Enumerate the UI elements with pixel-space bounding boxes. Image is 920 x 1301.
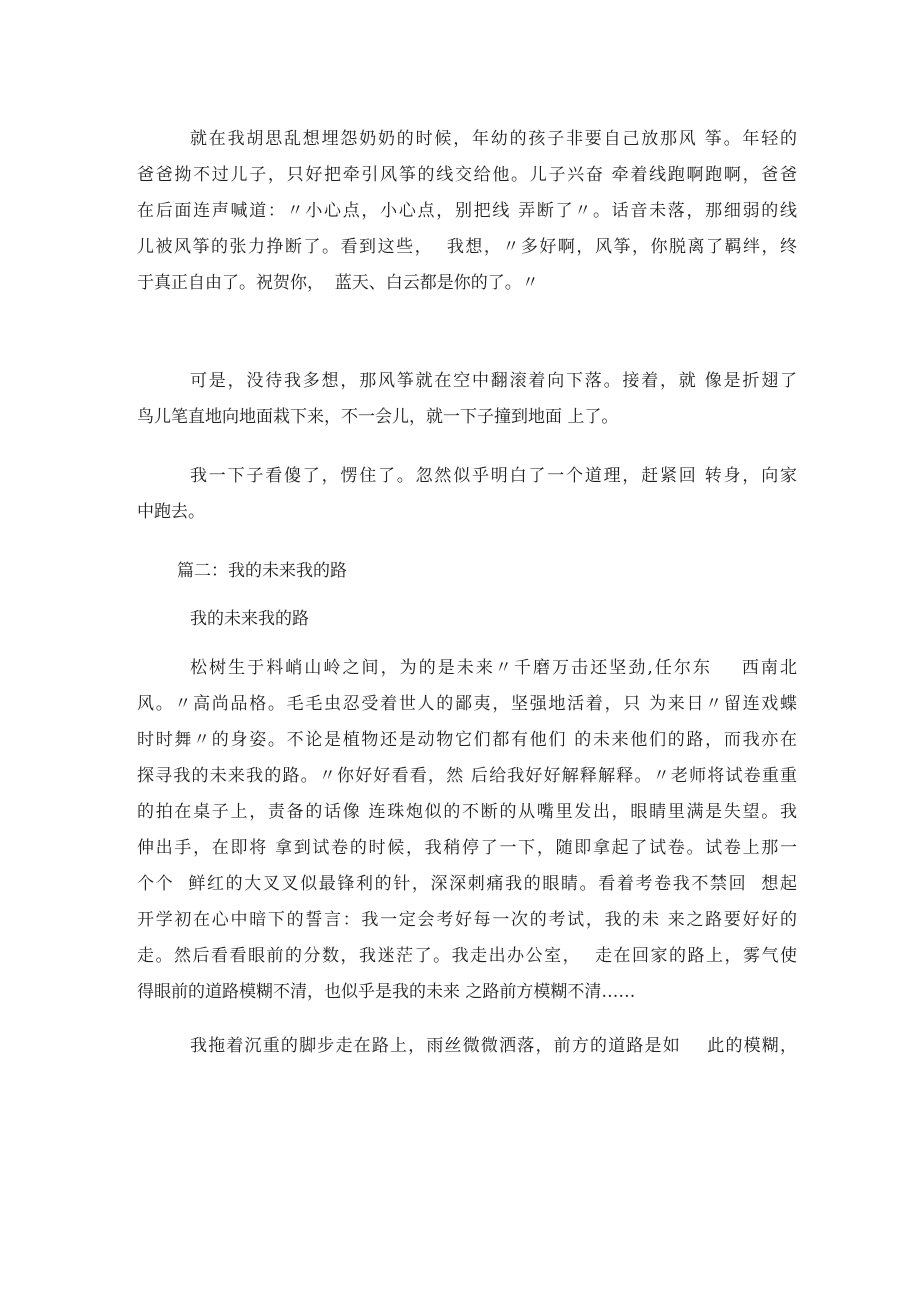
section-heading: 篇二：我的未来我的路 — [177, 561, 347, 581]
paragraph-2 — [137, 363, 797, 435]
text-line: 开学初在心中暗下的誓言：我一定会考好每一次的考试，我的未 来之路要好好的 — [137, 910, 797, 930]
text-line: 探寻我的未来我的路。〃你好好看看，然 后给我好好解释解释。〃老师将试卷重重 — [137, 766, 797, 786]
text-line: 中跑去。 — [137, 502, 205, 522]
text-line: 于真正自由了。祝贺你， 蓝天、白云都是你的了。〃 — [137, 273, 539, 293]
paragraph-4 — [137, 650, 797, 1010]
text-line: 儿被风筝的张力挣断了。看到这些， 我想，〃多好啊，风筝，你脱离了羁绊，终 — [137, 237, 797, 257]
article-title-block — [137, 601, 797, 637]
text-line: 的拍在桌子上，责备的话像 连珠炮似的不断的从嘴里发出，眼睛里满是失望。我 — [137, 802, 797, 822]
text-line: 就在我胡思乱想埋怨奶奶的时候，年幼的孩子非要自己放那风 筝。年轻的 — [190, 129, 797, 149]
text-line: 走。然后看看眼前的分数，我迷茫了。我走出办公室， 走在回家的路上，雾气使 — [137, 946, 797, 966]
text-line: 得眼前的道路模糊不清，也似乎是我的未来 之路前方模糊不清…… — [137, 982, 636, 1002]
text-line: 时时舞〃的身姿。不论是植物还是动物它们都有他们 的未来他们的路，而我亦在 — [137, 730, 797, 750]
text-line: 个个 鲜红的大叉叉似最锋利的针，深深刺痛我的眼睛。看着考卷我不禁回 想起 — [137, 874, 797, 894]
paragraph-3 — [137, 458, 797, 530]
text-line: 松树生于料峭山岭之间，为的是未来〃千磨万击还坚劲,任尔东 西南北 — [190, 658, 797, 678]
text-line: 爸爸拗不过儿子，只好把牵引风筝的线交给他。儿子兴奋 牵着线跑啊跑啊，爸爸 — [137, 165, 797, 185]
text-line: 伸出手，在即将 拿到试卷的时候，我稍停了一下，随即拿起了试卷。试卷上那一 — [137, 838, 797, 858]
text-line: 我拖着沉重的脚步走在路上，雨丝微微洒落，前方的道路是如 此的模糊， — [190, 1036, 797, 1056]
text-line: 可是，没待我多想，那风筝就在空中翻滚着向下落。接着，就 像是折翅了 — [190, 371, 797, 391]
section-heading-block — [137, 553, 797, 589]
paragraph-5 — [137, 1028, 797, 1064]
paragraph-1 — [137, 121, 797, 301]
text-line: 鸟儿笔直地向地面栽下来，不一会儿，就一下子撞到地面 上了。 — [137, 407, 619, 427]
text-line: 风。〃高尚品格。毛毛虫忍受着世人的鄙夷，坚强地活着，只 为来日〃留连戏蝶 — [137, 694, 797, 714]
text-line: 我一下子看傻了，愣住了。忽然似乎明白了一个道理，赶紧回 转身，向家 — [190, 466, 797, 486]
text-line: 在后面连声喊道：〃小心点，小心点，别把线 弄断了〃。话音未落，那细弱的线 — [137, 201, 797, 221]
article-title: 我的未来我的路 — [190, 609, 309, 629]
